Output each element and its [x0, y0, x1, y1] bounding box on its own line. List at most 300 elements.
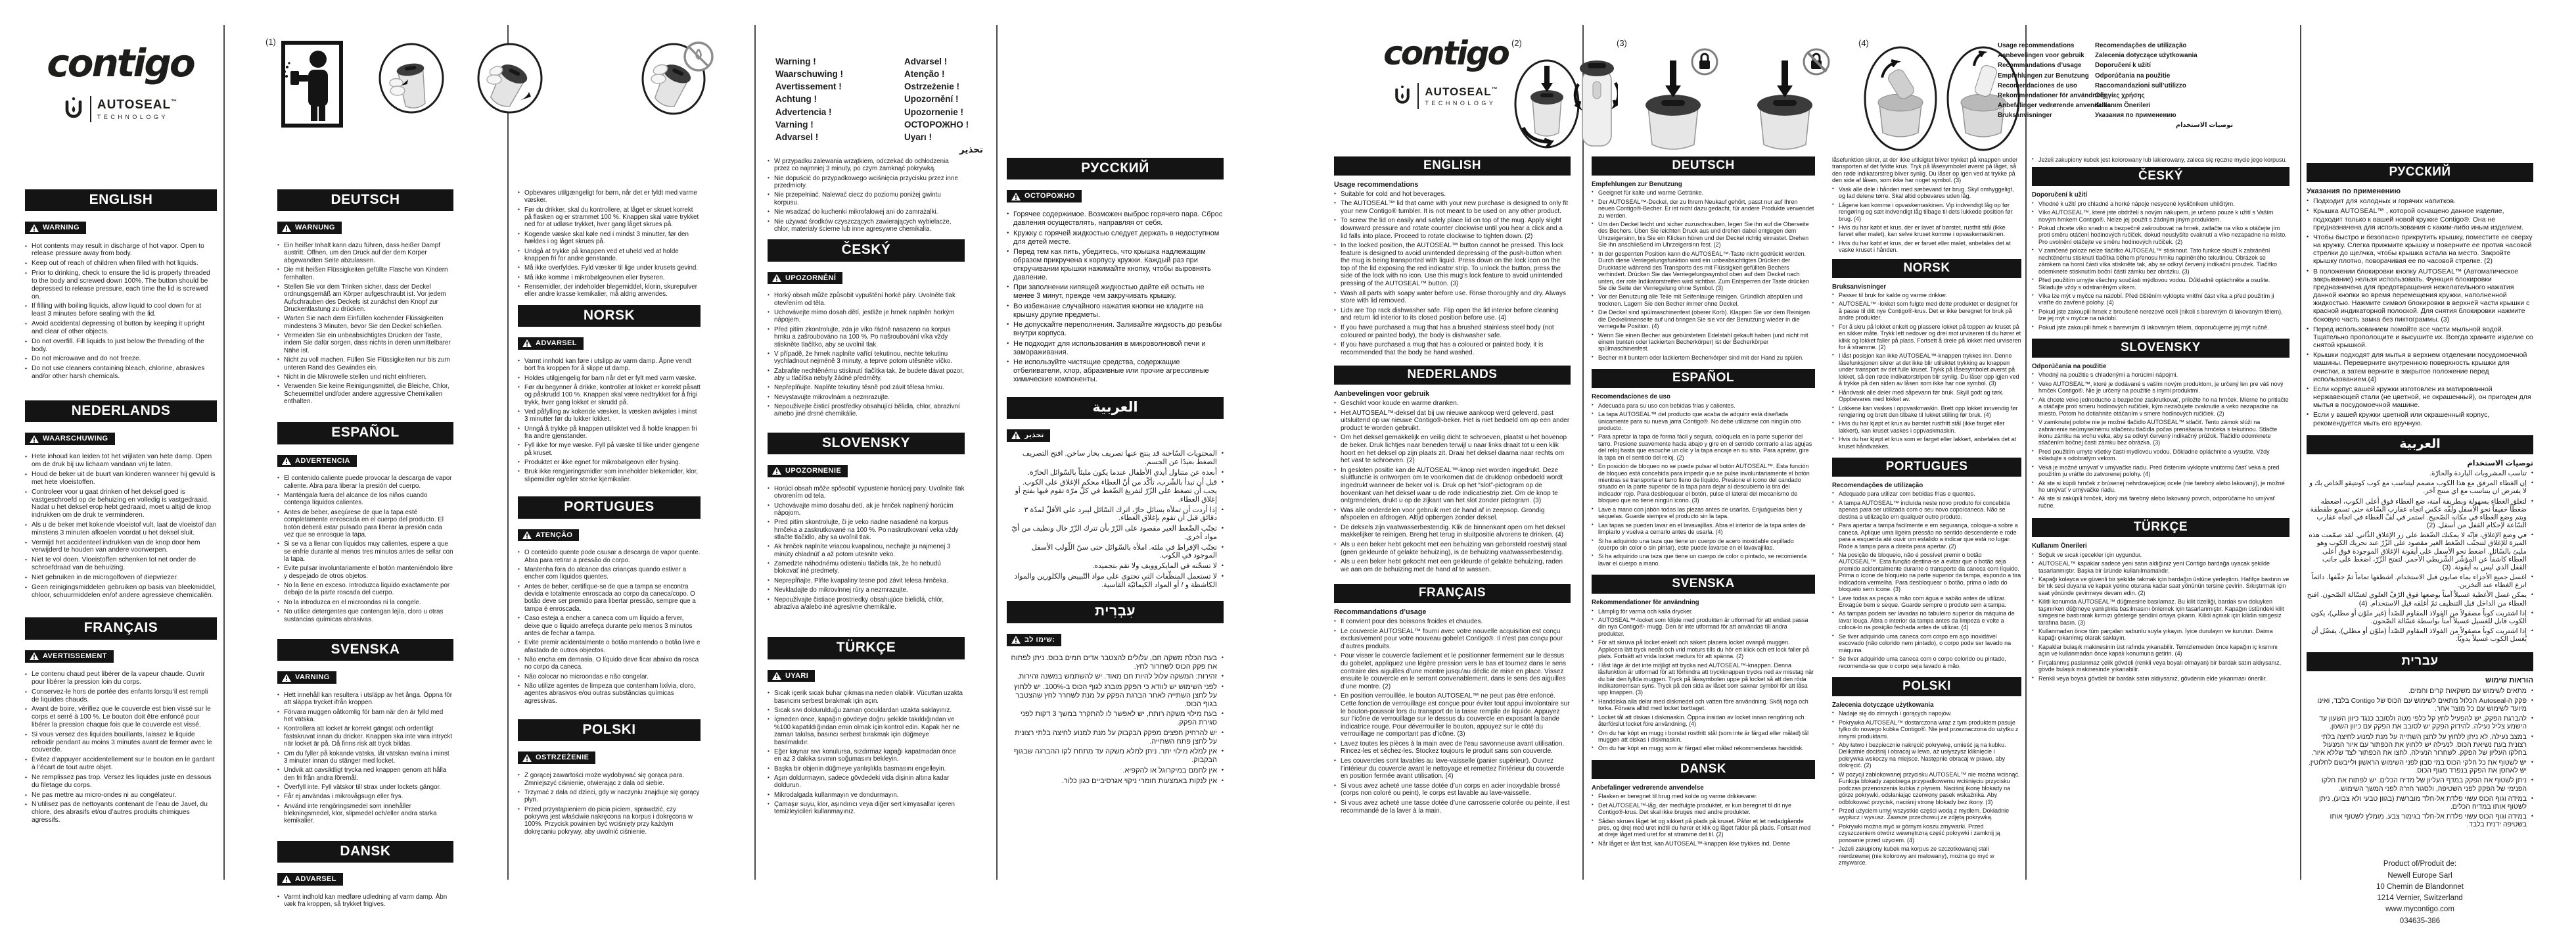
usage-page-column-5: [2307, 163, 2533, 927]
bullet-item: • Si vous versez des liquides bouillants, laissez le liquide refroidir pendant au moins 3 minutes avant de fermer avec le couvercle.: [25, 731, 217, 754]
section-lead: Kullanım Önerileri: [2032, 542, 2087, 550]
bullet-item: • Hett innehåll kan resultera i utsläpp av het ånga. Öppna för att släppa trycket ifrån kroppen.: [277, 692, 453, 707]
bullet-item: • При заполнении кипящей жидкостью дайте ей остыть не менее 3 минут, прежде чем закручивать крышку.: [1007, 283, 1224, 300]
warning-triangle-icon: [30, 224, 39, 232]
bullet-item: • N’utilisez pas de nettoyants contenant de l’eau de Javel, du chlore, des abrasifs et/ou d’autres produits chimiques agressifs.: [25, 801, 217, 824]
bullet-item: • Evite premir acidentalmente o botão mantendo o botão livre e afastado de outros objectos.: [518, 639, 701, 654]
bullet-item: • Para apertar a tampa facilmente e em segurança, coloque-a sobre a caneca. Aplique uma ligeira pressão no sentido descendente e rode para a esquerda até ouvir um estalido a indicar que está no lugar. Rode a tampa para a direita para apertar. (2): [1832, 522, 2021, 550]
bullet-item: • Ved påfylling av kokende væsker, la væsken avkjøles i minst 3 minutter før du lukker lokket.: [518, 408, 701, 423]
section-header-turkce-usage: TÜRKÇE: [2032, 518, 2289, 537]
bullet-item: • Jeżeli zakupiony kubek jest kolorowany lub lakierowany, zaleca się ręczne mycie jego korpusu.: [2032, 156, 2289, 163]
section-header-francais: FRANÇAIS: [25, 617, 217, 639]
footer-line: www.mycontigo.com: [2385, 905, 2454, 914]
bullet-list: [518, 772, 701, 836]
bullet-item: • Víka lze mýt v myčce na nádobí. Před čištěním vyklopte vnitřní část víka a před použitím ji vraťte do zavřené polohy. (4): [2032, 293, 2289, 306]
bullet-item: • Lågene kan komme i opvaskemaskinen. Vip indvendigt låg op før rengøring og sæt indvendigt låg tilbage til dets lukkede position før brug. (4): [1832, 202, 2021, 222]
bullet-item: • Warten Sie nach dem Einfüllen kochender Flüssigkeiten mindestens 3 Minuten, bevor Sie den Deckel schließen.: [277, 315, 453, 330]
bullet-item: • Undgå at trykke på knappen ved et uheld ved at holde knappen fri for andre genstande.: [518, 248, 701, 263]
bullet-item: • Förvara muggen oåtkomlig för barn när den är fylld med het vätska.: [277, 709, 453, 724]
warning-triangle-icon: [1011, 431, 1021, 439]
bullet-item: • Conservez-le hors de portée des enfants lorsqu’il est rempli de liquides chauds.: [25, 688, 217, 704]
warning-badge-label: WARNING: [43, 224, 80, 232]
bullet-item: • O conteúdo quente pode causar a descarga de vapor quente. Abra para retirar a pressão do corpo.: [518, 549, 701, 564]
usage-page-column-1: [1334, 156, 1571, 817]
bullet-item: • Nie przepełniać. Nalewać ciecz do poziomu poniżej gwintu korpusu.: [768, 191, 965, 206]
lockup-divider: [90, 96, 91, 122]
bullet-list: [1592, 793, 1815, 847]
warning-word-list-b: [904, 55, 983, 156]
autoseal-name: AUTOSEAL: [1425, 85, 1492, 98]
brand-wordmark: contigo: [47, 41, 194, 85]
section-lead: Recomendações de utilização: [1832, 482, 1923, 490]
warnings-page-column-3: [518, 189, 701, 838]
bullet-item: • Før du drikker, skal du kontrollere, at låget er skruet korrekt på flasken og er strammet 100 %. Knappen skal være trykket ned for at udløse trykket, hver gang låget skrues på.: [518, 206, 701, 229]
bullet-item: • Om du fyller på kokande vätska, låt vätskan svalna i minst 3 minuter innan du stänger med locket.: [277, 750, 453, 765]
bullet-item: • Évitez d’appuyer accidentellement sur le bouton en le gardant à l’écart de tout autre objet.: [25, 756, 217, 772]
bullet-item: • Si se va a llenar con líquidos muy calientes, espere a que se enfríe durante al menos tres minutos antes de sellar con la tapa.: [277, 540, 453, 563]
bullet-item: • Antes de beber, certifique-se de que a tampa se encontra devida e totalmente enroscada ao corpo da caneca/copo. O botão deve ser premido para libertar pressão, sempre que a tampa é enroscada.: [518, 583, 701, 613]
bullet-item: • Do not use cleaners containing bleach, chlorine, abrasives and/or other harsh chemicals.: [25, 365, 217, 381]
bullet-item: • Горячее содержимое. Возможен выброс горячего пара. Сброс давления осуществлять, направляя от себя.: [1007, 210, 1224, 227]
bullet-list: [1007, 450, 1224, 589]
section-lead: Recommandations d’usage: [1334, 608, 1427, 617]
bullet-list: [2307, 197, 2533, 427]
bullet-item: • В положении блокировки кнопку AUTOSEAL™ (Автоматическое закрывание) нельзя использовать. Функция блокировки предназначена для предотвращения нежелательного нажатия данной кнопки во время перемещения кружки, наполненной жидкостью. Нажмите символ блокировки в верхней части крышки с красной индикаторной полоской. Для снятия блокировки нажмите боковую часть замка без пиктограммы. (3): [2307, 268, 2533, 323]
section-lead: Rekommendationer för användning: [1592, 599, 1699, 607]
bullet-item: • En position verrouillée, le bouton AUTOSEAL™ ne peut pas être enfoncé. Cette fonction de verrouillage est conçue pour éviter tout appui involontaire sur le bouton-poussoir lors du transport de la tasse remplie de liquide. Appuyez sur l’icône de verrouillage sur le dessus du couvercle en exposant la bande indicatrice rouge. Pour déverrouiller le bouton, appuyez sur le côté du verrouillage ne comportant pas d’icône. (3): [1334, 692, 1571, 738]
bullet-item: • In der gesperrten Position kann die AUTOSEAL™-Taste nicht gedrückt werden. Durch diese Verriegelungsfunktion wird ein unbeabsichtigtes Drücken der Drucktaste während des Transports des mit Flüssigkeit gefüllten Bechers verhindert. Drücken Sie das Verriegelungssymbol oben auf dem Deckel nach unten, der rote Indikatorstreifen wird sichtbar. Zum Entsperren der Taste drücken Sie die Seite der Verriegelung ohne Symbol. (3): [1592, 250, 1815, 292]
section-header-cesky: ČESKÝ: [768, 239, 965, 261]
warning-badge-label: ADVERTENCIA: [295, 456, 350, 465]
bullet-item: • För att skruva på locket enkelt och säkert placera locket ovanpå muggen. Applicera lätt tryck nedåt och vrid moturs tills du hör ett klick och ett lock faller på plats. Fortsätt att vrida locket medurs för att spänna. (2): [1592, 639, 1815, 659]
section-header-polski: POLSKI: [518, 719, 701, 741]
warning-triangle-icon: [1011, 636, 1021, 644]
bullet-item: • Si ha adquirido una taza que tiene un cuerpo de acero inoxidable cepillado (cuerpo sin color o sin pintar), este puede lavarse en el lavavajillas.: [1592, 538, 1815, 552]
autoseal-drop-icon: [63, 97, 84, 122]
bullet-item: • Geschikt voor koude en warme dranken.: [1334, 400, 1571, 408]
bullet-item: • Перед тем как пить, убедитесь, что крышка надлежащим образом прикручена к корпусу кружки. Каждый раз при откручивании крышки нажимайте кнопку, чтобы выровнять давление.: [1007, 248, 1224, 281]
word-list-line: Doporučení k užití: [2095, 62, 2151, 70]
bullet-item: • Sådan skrues låget let og sikkert på plads på kruset. Påfør et let nedadgående pres, og drej mod uret indtil du hører et klik og låget falder på plads. Fortsæt med at dreje låget med uret for at stramme det til. (2): [1592, 818, 1815, 838]
warning-triangle-icon: [282, 457, 291, 465]
bullet-item: • Controleer voor u gaat drinken of het deksel goed is vastgeschroefd op de behuizing en volledig is vastgedraaid. Nadat u het deksel erop hebt gedraaid, moet u altijd de knop indrukken om de druk te verminderen.: [25, 488, 217, 519]
word-list-line: Kullanım Önerileri: [2095, 102, 2151, 110]
bullet-list: [1592, 402, 1815, 567]
bullet-item: • Ak hrnček naplníte vriacou kvapalinou, nechajte ju najmenej 3 minúty chladnúť a až potom utesnite veko.: [768, 543, 965, 558]
bullet-item: • Renkli veya boyalı gövdeli bir bardak satın aldıysanız, gövdenin elde yıkanması önerilir.: [2032, 675, 2289, 682]
brand-wordmark: contigo: [1383, 34, 1508, 72]
section-lead: Bruksanvisninger: [1832, 283, 1887, 291]
bullet-item: • Na posição de bloqueio, não é possível premir o botão AUTOSEAL™. Esta função destina-se a evitar que o botão seja premido acidentalmente durante o transporte da caneca com líquido. Prima o ícone de bloqueio na parte superior da tampa, expondo a tira indicadora vermelha. Para desbloquear o botão, prima o lado do bloqueio sem ícone. (3): [1832, 552, 2021, 593]
bullet-item: • Varmt indhold kan medføre udledning af varm damp. Åbn væk fra kroppen, så trykket frigives.: [277, 893, 453, 909]
word-list-line: Raccomandazioni sull’utilizzo: [2095, 82, 2186, 89]
bullet-item: • Die Deckel sind spülmaschinenfest (oberer Korb). Klappen Sie vor dem Reinigen die Deckelinnenseite auf und bringen Sie sie vor der Benutzung wieder in die verriegelte Position. (4): [1592, 309, 1815, 329]
bullet-item: • Om du har köpt en mugg som är färgad eller målad rekommenderas handdisk.: [1592, 745, 1815, 751]
bullet-item: • Undvik att oavsiktligt trycka ned knappen genom att hålla den fri från andra föremål.: [277, 767, 453, 782]
bullet-item: • Het AUTOSEAL™-deksel dat bij uw nieuwe aankoop werd geleverd, past uitsluitend op uw nieuwe Contigo®-beker. Het is niet bedoeld om op een ander product te worden gebruikt.: [1334, 410, 1571, 433]
bullet-item: • Hvis du har købt et krus, der er farvet eller malet, anbefales det at vaske kruset i hånden.: [1832, 240, 2021, 254]
section-header-arabic: العربية: [1007, 397, 1224, 419]
bullet-item: • Keep out of reach of children when filled with hot liquids.: [25, 260, 217, 268]
bullet-item: • W przypadku zalewania wrzątkiem, odczekać do ochłodzenia przez co najmniej 3 minuty, po czym zamknąć pokrywką.: [768, 158, 965, 173]
word-list-line: Varning !: [775, 119, 814, 130]
bullet-item: • اغسل جميع الأجزاء بماء صابون قبل الاستخدام. اشطفها تماماً ثمّ جفّفها. دائماً انزع الغطاء عند التخزين.: [2307, 573, 2533, 589]
usage-word-list-a: [1998, 41, 2111, 120]
word-list-line: Uyarı !: [904, 131, 932, 142]
bullet-item: • Zabraňte nechtěnému stisknutí tlačítka tak, že budete dávat pozor, aby u tlačítka nebyly žádné předměty.: [768, 368, 965, 383]
bullet-item: • Vhodné k užití pro chladné a horké nápoje nesycené kysličníkem uhličitým.: [2032, 201, 2289, 207]
footer-line: Product of/Produit de:: [2383, 860, 2457, 869]
section-lead: Zalecenia dotyczące użytkowania: [1832, 702, 1934, 709]
word-list-line: Achtung !: [775, 94, 817, 105]
warning-badge-da: [277, 873, 343, 886]
panel-divider: [507, 25, 509, 880]
bullet-item: • لا تستعمل المنظّفات التي تحتوي على مواد التّبييض والكلورين والمواد الكاشطة و / أو المواد الكيمائيّة القاسية.: [1007, 573, 1224, 590]
bullet-item: • If filling with boiling liquids, allow liquid to cool down for at least 3 minutes before sealing with the lid.: [25, 302, 217, 318]
bullet-item: • Verwenden Sie keine Reinigungsmittel, die Bleiche, Chlor, Scheuermittel und/oder andere aggressive Chemikalien enthalten.: [277, 383, 453, 405]
bullet-list: [1832, 186, 2021, 254]
warning-triangle-icon: [772, 274, 781, 282]
section-header-slovensky-usage: SLOVENSKY: [2032, 339, 2289, 358]
warning-triangle-icon: [282, 224, 291, 232]
bullet-item: • Подходит для холодных и горячих напитков.: [2307, 197, 2533, 205]
warning-badge-es: [277, 455, 357, 467]
bullet-item: • Adecuada para su uso con bebidas frías y calientes.: [1592, 402, 1815, 409]
section-lead: Usage recommendations: [1334, 181, 1419, 189]
bullet-item: • Кружку с горячей жидкостью следует держать в недоступном для детей месте.: [1007, 229, 1224, 247]
bullet-item: • מתאים לשימוש עם משקאות קרים וחמים.: [2307, 687, 2533, 695]
bullet-item: • La tapa AUTOSEAL™ del producto que acaba de adquirir está diseñada únicamente para su nueva jarra Contigo®. No debe utilizarse con ningún otro producto.: [1592, 411, 1815, 431]
bullet-item: • Nepoužívajte čistiace prostriedky obsahujúce bielidlá, chlór, abrazíva a/alebo iné agresívne chemikálie.: [768, 596, 965, 611]
bullet-item: • Lokkene kan vaskes i oppvaskmaskin. Brett opp lokket innvendig før rengjøring og brett den tilbake til lukket stilling før bruk. (4): [1832, 405, 2021, 419]
bullet-item: • Do not microwave and do not freeze.: [25, 355, 217, 363]
bullet-item: • Locket tål att diskas i diskmaskin. Öppna insidan av locket innan rengöring och återförslut locket före användning. (4): [1592, 714, 1815, 728]
section-header-dansk: DANSK: [277, 841, 453, 863]
bullet-item: • Il convient pour des boissons froides et chaudes.: [1334, 618, 1571, 626]
warning-badge-label: WARNUNG: [295, 224, 335, 232]
bullet-item: • Nicht in die Mikrowelle stellen und nicht einfrieren.: [277, 373, 453, 381]
warnings-page-column-2: [277, 189, 453, 911]
continuation-paragraph: låsefunktion sikrer, at der ikke utilsigtet bliver trykket på knappen under transporten af det fyldte krus. Tryk på låsesymbolet øverst på låget, så den røde indikatorstreg bliver synlig. Du låser op igen ved at trykke på den side af låsen, som ikke har noget symbol. (3): [1832, 156, 2018, 184]
bullet-item: • Håndvask alle deler med såpevann før bruk. Skyll godt og tørk. Oppbevares med lokket av.: [1832, 389, 2021, 403]
bullet-item: • Hvis du har købt et krus, der er lavet af børstet, rustfrit stål (ikke farvet eller malet), kan selve kruset komme i opvaskemaskinen.: [1832, 224, 2021, 238]
bullet-item: • The AUTOSEAL™ lid that came with your new purchase is designed to only fit your new Contigo® tumbler. It is not meant to be used on any other product.: [1334, 200, 1571, 215]
usage-page-column-3: [1832, 156, 2021, 868]
section-lead: Указания по применению: [2307, 187, 2401, 196]
section-lead: Aanbevelingen voor gebruik: [1334, 390, 1430, 398]
section-header-dansk-usage: DANSK: [1592, 760, 1815, 779]
bullet-item: • Flasken er beregnet til brug med kolde og varme drikkevarer.: [1592, 793, 1815, 799]
bullet-item: • Le contenu chaud peut libérer de la vapeur chaude. Ouvrir pour libérer la pression loin du corps.: [25, 671, 217, 686]
warning-triangle-icon: [1011, 193, 1021, 201]
panel-divider: [2025, 25, 2027, 880]
footer-line: 1214 Vernier, Switzerland: [2377, 894, 2463, 903]
warning-badge-ru: [1007, 190, 1082, 202]
word-list-line: Waarschuwing !: [775, 69, 844, 80]
bullet-item: • لتغلق الغطاء بسهولة وبطريقة آمنة، ضع الغطاء فوق أعلى الكوب، اضغطه ضغطاً خفيفاً نحو الأسفل ولفّه عكس اتجاه عقارب السّاعة حتى تسمع طقطقة ويتم وضع الغطاء في مكانه الصّحيح. استمر في لفّ الغطاء في اتجاه عقارب السّاعة لإحكام القفل من أسفل. (2): [2307, 498, 2533, 530]
bullet-item: • W pozycji zablokowanej przycisku AUTOSEAL™ nie można wcisnąć. Funkcja blokady zapobiega przypadkowemu wciśnięciu przycisku podczas przenoszenia kubka z płynem. Naciśnij ikonę blokady na górze pokrywki, odsłaniając czerwony pasek wskaźnika. Aby odblokować przycisk, naciśnij stronę blokady bez ikony. (3): [1832, 771, 2021, 805]
bullet-item: • Adequado para utilizar com bebidas frias e quentes.: [1832, 490, 2021, 497]
warning-badge-fr: [25, 650, 114, 663]
bullet-item: • Die mit heißen Flüssigkeiten gefüllte Flasche von Kindern fernhalten.: [277, 266, 453, 281]
panel-divider: [754, 25, 756, 880]
bullet-item: • AUTOSEAL™ kapaklar sadece yeni satın aldığınız yeni Contigo bardağa uyacak şekilde tasarlanmıştır. Başka bir üründe kullanılmamalıdır.: [2032, 560, 2289, 574]
bullet-item: • Lave a mano con jabón todas las piezas antes de usarlas. Enjuáguelas bien y séquelas. Guarde siempre el producto sin la tapa.: [1592, 506, 1815, 520]
bullet-item: • Der AUTOSEAL™-Deckel, der zu Ihrem Neukauf gehört, passt nur auf Ihren neuen Contigo®-Becher. Er ist nicht dazu gedacht, für andere Produkte verwendet zu werden.: [1592, 199, 1815, 219]
bullet-item: • Pour visser le couvercle facilement et le positionner fermement sur le dessus du gobelet, appliquez une légère pression vers le bas et tournez dans le sens contraire des aiguilles d’une montre jusqu’au déclic de mise en place. Vissez ensuite le couvercle en le serrant convenablement, dans le sens des aiguilles d’une montre. (2): [1334, 652, 1571, 690]
bullet-item: • Når låget er låst fast, kan AUTOSEAL™-knappen ikke trykkes ind. Denne: [1592, 840, 1815, 847]
bullet-item: • Avant de boire, vérifiez que le couvercle est bien vissé sur le corps et serré à 100 %. Le bouton doit être enfoncé pour libérer la pression chaque fois que le couvercle est vissé.: [25, 705, 217, 728]
bullet-item: • Vhodný na použitie s chladenými a horúcimi nápojmi.: [2032, 371, 2289, 378]
warning-triangle-icon: [522, 754, 532, 762]
figure-1-label: (1): [265, 37, 276, 47]
section-lead: Anbefalinger vedrørende anvendelse: [1592, 784, 1704, 792]
bullet-item: • Eğer kaynar sıvı konulursa, sızdırmaz kapağı kapatmadan önce en az 3 dakika sıvının soğumasını bekleyin.: [768, 748, 965, 763]
bullet-item: • Pokrywki można myć w górnym koszu zmywarki. Przed czyszczeniem otwórz wewnętrzną część pokrywki i zamknij ją ponownie przed użyciem. (4): [1832, 823, 2021, 844]
warnings-page-column-5: [1007, 158, 1224, 787]
word-list-line: Bruksanvisninger: [1998, 112, 2052, 120]
bullet-item: • If you have purchased a mug that has a coloured or painted body, it is recommended that the body be hand washed.: [1334, 341, 1571, 356]
section-header-norsk-usage: NORSK: [1832, 259, 2021, 278]
bullet-item: • Pred použitím umyte všetky časti mydlovou vodou. Dôkladne opláchnite a vysušte. Vždy skladujte s odobratým vekom.: [2032, 448, 2289, 462]
bullet-item: • Horký obsah může způsobit vypuštění horké páry. Uvolněte tlak otevřením od těla.: [768, 292, 965, 307]
warning-triangle-icon: [772, 672, 781, 680]
bullet-item: • Stellen Sie vor dem Trinken sicher, dass der Deckel ordnungsgemäß am Körper aufgeschraubt ist. Vor jedem Aufschrauben des Deckels ist zunächst den Knopf zur Druckentlastung zu drücken.: [277, 283, 453, 313]
word-list-line: Recomendaciones de uso: [1998, 82, 2077, 89]
bullet-item: • Uchovávejte mimo dosah dětí, jestliže je hrnek naplněn horkým nápojem.: [768, 309, 965, 324]
bullet-item: • Lids are Top rack dishwasher safe. Flip open the lid interior before cleaning and return lid interior to its closed position before use. (4): [1334, 307, 1571, 322]
bullet-list: [1007, 654, 1224, 786]
section-header-svenska: SVENSKA: [277, 639, 453, 661]
word-list-line: Avertissement !: [775, 82, 842, 92]
bullet-item: • Nevkladajte do mikrovlnnej rúry a nezmrazujte.: [768, 586, 965, 594]
bullet-list: [2307, 469, 2533, 643]
section-header-francais-usage: FRANÇAIS: [1334, 584, 1571, 603]
bullet-item: • Se tiver adquirido uma caneca com o corpo colorido ou pintado, recomenda-se que o corpo seja lavado à mão.: [1832, 655, 2021, 669]
bullet-item: • Víko AUTOSEAL™, které jste obdrželi s novým nákupem, je určeno pouze k užití s Vaším novým hrnkem Contigo®. Nelze jej použít s žádným jiným produktem.: [2032, 209, 2289, 223]
figure-lid-twist-icon: [476, 42, 543, 118]
bullet-item: • Kilitli konumda AUTOSEAL™ düğmesine basılamaz. Bu kilit özelliği, bardak sıvı doluyken taşınırken düğmeye yanlışlıkla basılmasını önlemek için tasarlanmıştır. Kapağın üstündeki kilit simgesine bastırarak kırmızı gösterge şeridini ortaya çıkarın. Kilidi açmak için kilidin simgesiz tarafına basın. (3): [2032, 598, 2289, 626]
warning-triangle-icon: [282, 674, 291, 682]
warning-badge-cs: [768, 272, 842, 285]
bullet-item: • Para apretar la tapa de forma fácil y segura, colóquela en la parte superior del tarro. Presione suavemente hacia abajo y gire en el sentido contrario a las agujas del reloj hasta que escuche un clic y la tapa encaje en su sitio. Para apretar, gire la tapa en el sentido del reloj. (2): [1592, 433, 1815, 461]
bullet-item: • Kontrollera att locket är korrekt gängat och ordentligt fastskruvat innan du dricker. Knappen ska inte vara intryckt när locket är på. Då finns risk att tryck bildas.: [277, 725, 453, 748]
bullet-item: • Ne remplissez pas trop. Versez les liquides juste en dessous du filetage du corps.: [25, 774, 217, 790]
bullet-item: • Soğuk ve sıcak içecekler için uygundur.: [2032, 552, 2289, 558]
section-header-portugues-usage: PORTUGUES: [1832, 458, 2021, 477]
bullet-item: • إذا اشتريت كوباً مصقولاً من الفولاذ المقاوم للصّدأ (ملوّن أو مطلي)، يفضّل أن يُغسل الكوب غسيلاً يدويّاً.: [2307, 627, 2533, 643]
bullet-item: • Opbevares utilgængeligt for børn, når det er fyldt med varme væsker.: [518, 189, 701, 204]
bullet-item: • Prior to drinking, check to ensure the lid is properly threaded to the body and screwed down 100%. The button should be depressed to release pressure, each time the lid is screwed on.: [25, 270, 217, 300]
bullet-item: • Om du har köpt en mugg i borstat rostfritt stål (som inte är färgad eller målad) tål muggen att diskas i diskmaskin.: [1592, 730, 1815, 744]
bullet-item: • אין לנקות באמצעות חומרי ניקוי אגרסיביים כגון כלור.: [1007, 777, 1224, 786]
bullet-list: [277, 893, 453, 909]
bullet-list: [768, 485, 965, 611]
bullet-item: • Um den Deckel leicht und sicher zuzuschrauben, legen Sie ihn auf die Oberseite des Bechers. Üben Sie leichten Druck aus und drehen dabei entgegen dem Uhrzeigersinn, bis Sie ein Klicken hören und der Deckel richtig einrastet. Drehen Sie ihn anschließend im Uhrzeigersinn fest. (2): [1592, 221, 1815, 249]
bullet-item: • Przed przystąpieniem do picia piciem, sprawdzić, czy pokrywa jest właściwie nakręcona na korpus i dokręcona w 100%. Przycisk powinien być wciśnięty przy każdym dokręcaniu pokrywy, aby uwolnić ciśnienie.: [518, 806, 701, 836]
bullet-item: • If you have purchased a mug that has a brushed stainless steel body (not coloured or painted body), the body is dishwasher safe.: [1334, 324, 1571, 339]
warning-badge-ar: [1007, 429, 1050, 442]
bullet-item: • Må ikke overfyldes. Fyld væsker til lige under krusets gevind.: [518, 264, 701, 272]
bullet-item: • Lave todas as peças à mão com água e sabão antes de utilizar. Enxagúe bem e seque. Guarde sempre o produto sem a tampa.: [1832, 595, 2021, 609]
figure-2-screw-lid: [1513, 43, 1618, 158]
bullet-list: [277, 692, 453, 825]
section-header-deutsch: DEUTSCH: [277, 189, 453, 211]
bullet-list: [25, 453, 217, 599]
section-header-ivrit: עִבְרִית: [1007, 601, 1224, 623]
warnings-page-column-4: [768, 158, 965, 818]
bullet-list: [1592, 189, 1815, 361]
bullet-item: • Не используйте чистящие средства, содержащие отбеливатели, хлор, абразивные или прочие агрессивные химические компоненты.: [1007, 358, 1224, 383]
bullet-list: [1334, 191, 1571, 357]
bullet-item: • Mantenha fora do alcance das crianças quando estiver a encher com líquidos quentes.: [518, 566, 701, 581]
bullet-item: • في وضع الإغلاق، فإنّه لا يمكنك الضّغط على زر الإغلاق الذّاتي. لقد صمّمت هذه الميزة للإغلاق لتتجنّب الضّغط الغير مقصود على الزّرّ عند تحريك الكوب وهو مليئ بالسّائل. اضغط نحو الأسفل على أيقونة الإغلاق الموجودة فوق أعلى الغطاء كاشفاً عن المؤشّر الشّريطي الأحمر. لتفتح الزّرّ، اضغط على جانب القفل الذي ليس به أيقونة. (3): [2307, 531, 2533, 571]
word-list-line: Upozornění !: [904, 94, 959, 105]
section-lead: Odporúčania na použitie: [2032, 363, 2107, 371]
warnings-page-column-1: [25, 189, 217, 826]
bullet-item: • בעת מילוי משקה רותח, יש לאפשר לו להתקרר במשך 3 דקות לפני סגירת הפקק.: [1007, 710, 1224, 727]
bullet-item: • Veko AUTOSEAL™, ktoré je dodávané s vaším novým produktom, je určený len pre váš nový hrnček Contigo®. Nie je určený na použitie s inými produktmi.: [2032, 381, 2289, 394]
bullet-item: • Antes de beber, asegúrese de que la tapa esté completamente enroscada en el cuerpo del producto. El botón deberá estar pulsado para liberar la presión cada vez que se enrosque la tapa.: [277, 509, 453, 538]
bullet-item: • Pokud jste zakoupili hrnek s barevným či lakovaným tělem, doporučujeme jej mýt ručně.: [2032, 324, 2289, 331]
warning-badge-sv: [277, 671, 336, 684]
bullet-item: • Was alle onderdelen voor gebruik met de hand af in zeepsop. Grondig afspoelen en afdrogen. Altijd opbergen zonder deksel.: [1334, 507, 1571, 522]
word-list-line: ОСТОРОЖНО !: [904, 119, 969, 130]
warning-badge-tr: [768, 670, 815, 682]
section-lead: Doporučení k užití: [2032, 191, 2088, 199]
bullet-list: [518, 358, 701, 483]
figure-1-vapor-pictogram: [281, 41, 343, 131]
bullet-item: • Hvis du har kjøpt et krus av børstet rustfritt stål (ikke farget eller lakkert), kan kruset vaskes i oppvaskmaskin.: [1832, 420, 2021, 434]
bullet-item: • No utilice detergentes que contengan lejía, cloro u otras sustancias químicas abrasivas.: [277, 608, 453, 623]
section-header-ivrit-usage: עברית: [2307, 652, 2533, 671]
contigo-logo-left: [32, 41, 209, 122]
section-lead: הוראות שימוש: [2485, 677, 2533, 685]
bullet-item: • Pred pitím skontrolujte, či je veko riadne nasadené na korpus hrnčeka a zaskrutkované na 100 %. Po naskrutkovaní veka vždy stlačte tlačidlo, aby sa uvoľnil tlak.: [768, 519, 965, 541]
bullet-item: • Не допускайте переполнения. Заливайте жидкость до резьбы внутри корпуса.: [1007, 321, 1224, 338]
bullet-item: • Nepoužívejte čisticí prostředky obsahující bělidla, chlor, abrazivní a/nebo jiné drsné chemikálie.: [768, 403, 965, 418]
bullet-item: • تجنّب الإفراط في ملئه. املأه بالسّوائل حتى سنّ اللّولب الأسفل الموجود في الكوب.: [1007, 544, 1224, 561]
bullet-item: • In the locked position, the AUTOSEAL™ button cannot be pressed. This lock feature is designed to avoid unintended depressing of the push-button when the mug is being transported with liquid. Press down on the lock icon on the top of the lid exposing the red indicator strip. To unlock the button, press the side of the lock with no icon. Use this mug’s lock feature to avoid unintended pressing of the AUTOSEAL™ button. (3): [1334, 242, 1571, 288]
bullet-item: • Før du begynner å drikke, kontroller at lokket er korrekt påsatt og påskrudd 100 %. Knappen skal være nedtrykket for å frigi trykk, hver gang lokket er skrudd på.: [518, 384, 701, 406]
bullet-item: • يمكن غسل الأغطية غسيلاً آمناً بوضعها فوق الرّفّ العلوي لغسّالة الصّحون. افتح الغطاء من الداخل قبل التنظيف ثمّ أغلقه قبل الاستخدام. (4): [2307, 591, 2533, 607]
bullet-item: • Hvis du har kjøpt et krus som er farget eller lakkert, anbefales det at kruset håndvaskes.: [1832, 436, 2021, 450]
bullet-list: [2032, 201, 2289, 331]
figure-3-lock-button: [1623, 43, 1847, 158]
autoseal-name: AUTOSEAL: [97, 98, 172, 112]
word-list-line: Указания по применению: [2095, 112, 2176, 120]
bullet-item: • A tampa AUTOSEAL™ incluída neste novo produto foi concebida apenas para ser utilizada com o seu novo copo/caneca. Não se destina a utilização em qualquer outro produto.: [1832, 500, 2021, 520]
bullet-list: [2032, 552, 2289, 682]
bullet-item: • Nie wsadzać do kuchenki mikrofalowej ani do zamrażalki.: [768, 208, 965, 216]
bullet-item: • להברגת הפקק, יש להפעיל לחץ קל כלפי מטה ולסובב כנגד כיוון השעון עד הישמע צליל נעילה. להידוק הפקק יש לסובב את הפקק עם כיוון השעון.: [2307, 715, 2533, 730]
word-list-line: Rekommendationer för användning: [1998, 91, 2106, 99]
bullet-item: • Veká je možné umývať v umývačke riadu. Pred čistením vyklopte vnútornú časť veka a pred použitím ju vráťte do zatvorenej polohy. (4): [2032, 464, 2289, 478]
usage-page-column-2: [1592, 156, 1815, 849]
section-header-espanol: ESPAÑOL: [277, 422, 453, 444]
bullet-item: • Unngå å trykke på knappen utilsiktet ved å holde knappen fri fra andre gjenstander.: [518, 425, 701, 441]
bullet-item: • Las tapas se pueden lavar en el lavavajillas. Abra el interior de la tapa antes de limpiarlo y vuelva a cerrarlo antes de usarla. (4): [1592, 522, 1815, 536]
bullet-item: • Manténgala fuera del alcance de los niños cuando contenga líquidos calientes.: [277, 492, 453, 507]
bullet-item: • Pokrywka AUTOSEAL™ dostarczona wraz z tym produktem pasuje tylko do nowego kubka Contigo®. Nie jest przeznaczona do użytku z innymi produktami.: [1832, 719, 2021, 740]
warning-badge-no: [518, 337, 584, 350]
word-list-line: Advarsel !: [904, 57, 948, 66]
bullet-item: • Horúci obsah môže spôsobiť vypustenie horúcej pary. Uvoľnite tlak otvorením od tela.: [768, 485, 965, 500]
bullet-item: • İçmeden önce, kapağın gövdeye doğru şekilde takıldığından ve %100 kapatıldığından emin olmak için kontrol edin. Kapak her ne zaman takılsa, basıncı serbest bırakmak için düğmeye basılmalıdır.: [768, 716, 965, 746]
bullet-item: • Lavez toutes les pièces à la main avec de l’eau savonneuse avant utilisation. Rincez-les et séchez-les. Stockez toujours le produit sans son couvercle.: [1334, 740, 1571, 755]
word-list-line: Atenção !: [904, 69, 945, 80]
section-lead: Recomendaciones de uso: [1592, 393, 1670, 401]
bullet-item: • Nie używać środków czyszczących zawierających wybielacze, chlor, materiały ścierne lub inne agresywne chemikalia.: [768, 218, 965, 233]
bullet-item: • Wash all parts with soapy water before use. Rinse thoroughly and dry. Always store with lid removed.: [1334, 290, 1571, 305]
bullet-item: • Niet gebruiken in de microgolfoven of diepvriezer.: [25, 574, 217, 582]
word-list-line: Zalecenia dotyczące użytkowania: [2095, 52, 2197, 60]
bullet-item: • Fırçalanmış paslanmaz çelik gövdeli (renkli veya boyalı olmayan) bir bardak satın aldıysanız, gövde bulaşık makinesinde yıkanabilir.: [2032, 659, 2289, 673]
autoseal-lockup: [1360, 83, 1531, 109]
lockup-divider: [1417, 83, 1419, 109]
bullet-item: • Vermijd het accidenteel indrukken van de knop door hem verwijderd te houden van andere voorwerpen.: [25, 539, 217, 555]
bullet-item: • Başka bir objenin düğmeye yanlışlıkla basmasını engelleyin.: [768, 765, 965, 773]
bullet-item: • Wenn Sie einen Becher aus gebürstetem Edelstahl gekauft haben (und nicht mit einem bunten oder lackierten Becherkörper) ist der Becherkörper spülmaschinenfest.: [1592, 332, 1815, 352]
bullet-item: • إذا اشتريت كوباً مصقولاً من الفولاذ المقاوم للصّدأ (غير ملوّن أو مطلي)، يكون الكوب قابل للغسيل غسيلاً آمناً بواسطة غسّالة الصّحون.: [2307, 609, 2533, 625]
warning-badge-label: ОСТОРОЖНО: [1024, 192, 1075, 201]
word-list-line: Usage recommendations: [1998, 42, 2075, 49]
bullet-item: • Aby łatwo i bezpiecznie nakręcić pokrywkę, umieść ją na kubku. Delikatnie dociśnij i obracaj w lewo, aż usłyszysz kliknięcie i pokrywka wskoczy na miejsce. Następnie obracaj w prawo, aby dokręcić. (2): [1832, 742, 2021, 769]
word-list-line: Anbefalinger vedrørende anvendelse: [1998, 102, 2111, 110]
bullet-item: • Nevystavujte mikrovlnám a nezmrazujte.: [768, 394, 965, 401]
section-header-arabic-usage: العربية: [2307, 435, 2533, 454]
bullet-item: • Rensemidler, der indeholder blegemiddel, klorin, skurepulver eller andre krasse kemikalier, må aldrig anvendes.: [518, 283, 701, 298]
warning-triangle-icon: [772, 467, 781, 475]
bullet-list: [768, 158, 965, 233]
bullet-item: • Evite pulsar involuntariamente el botón manteniéndolo libre y despejado de otros objetos.: [277, 565, 453, 580]
bullet-item: • Lämplig för varma och kalla drycker.: [1592, 608, 1815, 615]
bullet-item: • Não encha em demasia. O líquido deve ficar abaixo da rosca no corpo da caneca.: [518, 656, 701, 671]
bullet-item: • Becher mit buntem oder lackiertem Becherkörper sind mit der Hand zu spülen.: [1592, 354, 1815, 361]
section-header-polski-usage: POLSKI: [1832, 677, 2021, 696]
word-list-line: Advertencia !: [775, 107, 832, 117]
bullet-item: • אין למלא מילוי יתר. ניתן למלא משקה עד מתחת לקו ההברגה שבגוף הבקבוק.: [1007, 748, 1224, 765]
bullet-item: • Det AUTOSEAL™-låg, der medfulgte produktet, er kun beregnet til dit nye Contigo®-krus. Det skal ikke bruges med andre produkter.: [1592, 802, 1815, 816]
warning-badge-pl: [518, 751, 595, 764]
word-list-line: Odporúčania na použitie: [2095, 72, 2171, 80]
bullet-item: • יש להרחיק חפצים מפקק הבקבוק על מנת למנוע לחיצה בלתי רצונית על לחצן פתח השתייה.: [1007, 729, 1224, 746]
bullet-item: • V zamčené poloze nelze tlačítko AUTOSEAL™ stisknout. Tato funkce slouží k zabránění nechtěnému stisknutí tlačítka během přenosu hrnku naplněného tekutinou. Obrázek se zámkem na horní části víka stiskněte tak, aby se odkryl červený indikační proužek. Tlačítko odemknete stisknutím boční části zámku bez obrázku. (3): [2032, 247, 2289, 275]
bullet-item: • Geen reinigingsmiddelen gebruiken op basis van bleekmiddel, chloor, schuurmiddelen en/of andere agressieve chemicaliën.: [25, 584, 217, 600]
warning-badge-label: שימו לב:: [1024, 635, 1055, 644]
warning-badge-nl: [25, 433, 115, 445]
bullet-item: • Hete inhoud kan leiden tot het vrijlaten van hete damp. Open om de druk bij uw lichaam vandaan vrij te laten.: [25, 453, 217, 469]
bullet-item: • פקק ה-Autoseal הכלול מתאים לשימוש עם הכוס של Contigo בלבד, ואינו מיועד לשימוש עם כל מוצר אחר.: [2307, 697, 2533, 713]
bullet-item: • Ein heißer Inhalt kann dazu führen, dass heißer Dampf austritt. Öffnen, um den Druck auf der dem Körper abgewandten Seite abzulassen.: [277, 242, 453, 264]
footer-address: [2307, 859, 2533, 927]
bullet-item: • במידה וגוף הכוס עשוי פלדת אל-חלד מוברשת (בגוון טבעי ולא צבוע), ניתן לשטוף אותו במדיח הכלים.: [2307, 795, 2533, 811]
warning-triangle-icon: [282, 875, 291, 883]
bullet-item: • Fyll ikke for mye væske. Fyll på væske til like under gjengene på kruset.: [518, 442, 701, 457]
bullet-item: • Если у вашей кружки цветной или окрашенный корпус, рекомендуется мыть его вручную.: [2307, 411, 2533, 427]
panel-divider: [2300, 25, 2301, 880]
bullet-item: • Kogende væske skal køle ned i mindst 3 minutter, før den hældes i og låget skrues på.: [518, 231, 701, 246]
warning-badge-label: ADVARSEL: [295, 875, 336, 884]
bullet-item: • El contenido caliente puede provocar la descarga de vapor caliente. Abra para liberar la presión del cuerpo.: [277, 475, 453, 490]
bullet-item: • Крышки подходят для мытья в верхнем отделении посудомоечной машины. Переверните внутреннюю поверхность крышки для очистки, а затем верните в закрытое положение перед использованием.(4): [2307, 351, 2533, 383]
bullet-item: • Varmt innhold kan føre i utslipp av varm damp. Åpne vendt bort fra kroppen for å slippe ut damp.: [518, 358, 701, 373]
bullet-item: • V zamknutej polohe nie je možné tlačidlo AUTOSEAL™ stlačiť. Tento zámok slúži na zabránenie neúmyselnému stlačeniu tlačidla počas prenášania hrnčeka s tekutinou. Stlačte ikonu zámku na vrchu veka, aby sa odkryl červený indikačný prúžok. Tlačidlo odomknete stlačením bočnej časti zámku bez obrázka. (3): [2032, 419, 2289, 446]
bullet-item: • Nicht zu voll machen. Füllen Sie Flüssigkeiten nur bis zum unteren Rand des Gewindes ein.: [277, 356, 453, 371]
warning-triangle-icon: [30, 652, 39, 660]
bullet-list: [1334, 400, 1571, 573]
bullet-item: • Jeżeli zakupiony kubek ma korpus ze szczotkowanej stali nierdzewnej (nie kolorowy ani malowany), można go myć w zmywarce.: [1832, 846, 2021, 866]
